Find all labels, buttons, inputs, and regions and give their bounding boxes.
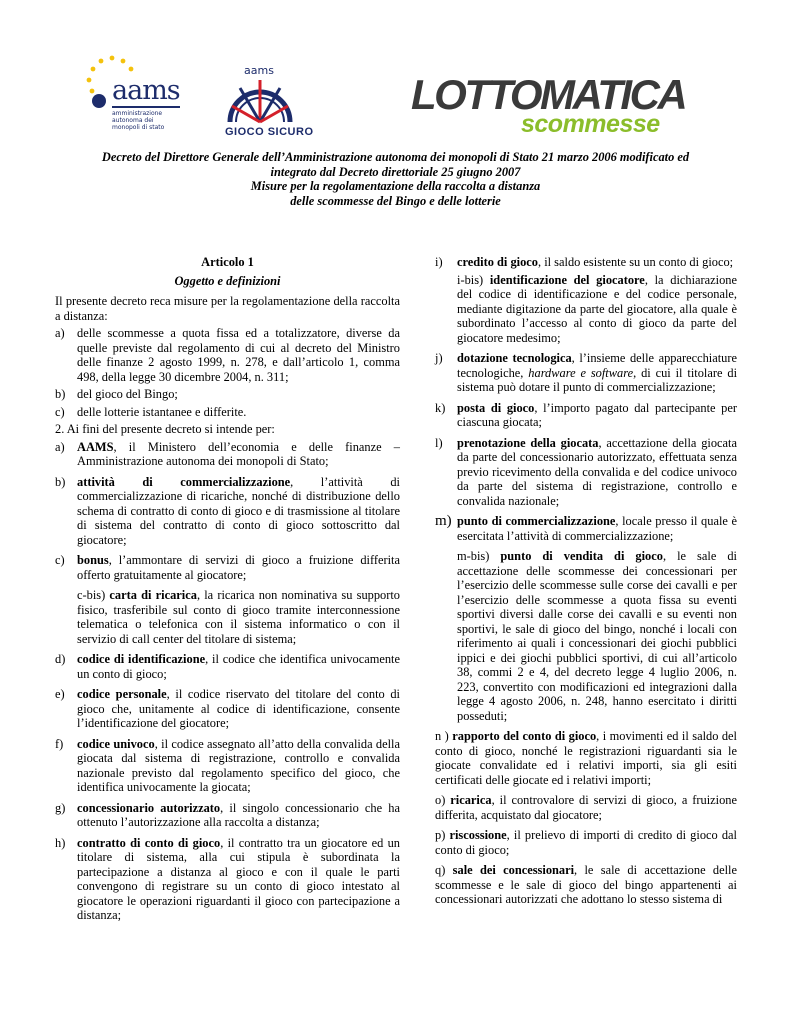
- definition-label: q): [435, 863, 446, 877]
- article-subtitle: Oggetto e definizioni: [174, 273, 281, 288]
- definition-text: , locale presso il quale è esercitata l’attività di commercializzazione;: [457, 514, 737, 543]
- article-heading: Articolo 1: [201, 255, 254, 269]
- list-item-label: g): [55, 800, 66, 815]
- definition-text: , il prelievo di importi di credito di gioco dal conto di gioco;: [435, 828, 737, 857]
- list-item: [55, 387, 400, 402]
- list-item: [55, 405, 400, 420]
- list-item: [55, 440, 400, 469]
- definition-mbis: [457, 549, 737, 723]
- definition-text: , l’importo pagato dal partecipante per ciascuna giocata;: [457, 400, 737, 429]
- definition-term: contratto di conto di gioco: [77, 835, 221, 850]
- definition-label: k): [435, 400, 446, 415]
- definition-label: o): [435, 793, 446, 807]
- title-line-3: Misure per la regolamentazione della raccolta a distanza: [250, 179, 541, 194]
- definition-o: [435, 793, 737, 822]
- definition-label: l): [435, 435, 443, 450]
- definition-label: p): [435, 828, 446, 842]
- definition-term: prenotazione della giocata: [457, 435, 599, 450]
- list-item-label: c): [55, 553, 65, 567]
- definition-cbis: [77, 588, 400, 646]
- definition-label: c-bis): [77, 588, 106, 602]
- list-item-label: e): [55, 687, 65, 701]
- list-item: [55, 836, 400, 923]
- definition-p: [435, 828, 737, 857]
- point-2: 2. Ai fini del presente decreto si intende per:: [55, 422, 275, 436]
- definition-text: , le sale di accettazione delle scommesse dei concessionari per l’esercizio delle scommesse sulle corse dei cavalli e per l’esercizio delle scommesse a quota fissa su eventi sportivi diversi dalle corse dei cavalli e su eventi non sportivi, le sale di gioco del bingo, nonché i locali con riferimento ai quali i concessionari dei giochi pubblici ippici e dei giochi pubblici sportivi, di cui all’articolo 38, commi 2 e 4, del decreto legge 4 luglio 2006, n. 223, convertito con modificazioni ed integrazioni dalla legge 4 agosto 2006, n. 248, hanno esercitato i diritti posseduti;: [457, 549, 737, 723]
- list-item-label: c): [55, 404, 65, 419]
- definition-text: , la ricarica non nominativa su supporto fisico, trasferibile sul conto di gioco tramite interconnessione telematica o telefonica con il sistema informatico o con il servizio di call center del titolare di sistema;: [77, 588, 400, 646]
- definition-term: concessionario autorizzato: [77, 800, 221, 815]
- definition-term: posta di gioco: [457, 400, 535, 415]
- logo-header: [0, 0, 791, 150]
- list-item: [55, 801, 400, 830]
- definition-label: m-bis): [457, 549, 490, 563]
- intro-paragraph: Il presente decreto reca misure per la regolamentazione della raccolta a distanza:: [55, 294, 400, 323]
- definition-term: dotazione tecnologica: [457, 351, 572, 365]
- list-item-text: , il codice riservato del titolare del conto di gioco che, unitamente al codice di identificazione, consente l’identificazione del giocatore;: [77, 687, 401, 730]
- list-item: [55, 652, 400, 681]
- list-item-label: b): [55, 387, 66, 401]
- definition-term: punto di vendita di gioco: [500, 549, 663, 563]
- definition-q: [435, 863, 737, 907]
- definition-label: j): [435, 351, 443, 365]
- definition-text: , di cui il titolare di sistema può dotare il punto di commercializzazione;: [457, 365, 738, 394]
- italy-emblem-icon: [92, 94, 106, 108]
- definition-i: [435, 255, 737, 270]
- gioco-sicuro-label: GIOCO SICURO: [225, 126, 314, 138]
- decree-title: [60, 150, 731, 208]
- definition-text: , il controvalore di servizi di gioco, a fruizione differita, acquistato dal giocatore;: [435, 793, 737, 822]
- list-item-text: del gioco del Bingo;: [77, 387, 178, 401]
- definition-text: , le sale di accettazione delle scommesse e le sale di gioco del bingo appartenenti ai concessionari autorizzati che adottano lo stesso sistema di: [435, 863, 737, 906]
- definition-term: riscossione: [449, 828, 507, 842]
- definition-term: identificazione del giocatore: [489, 272, 645, 287]
- definitions-list-b: [55, 652, 400, 923]
- definition-l: [435, 436, 737, 509]
- list-item-label: d): [55, 652, 66, 666]
- list-item-text: delle lotterie istantanee e differite.: [77, 404, 247, 419]
- list-item: [55, 475, 400, 548]
- definition-italic: hardware e software: [528, 365, 634, 380]
- definition-text: , la dichiarazione del codice di identificazione e del codice personale, mediante digitazione da parte del giocatore, alla quale è subordinato l’accesso al conto di gioco da parte del giocatore medesimo;: [457, 272, 737, 345]
- list-item-text: , il codice che identifica univocamente un conto di gioco;: [77, 652, 400, 681]
- definition-term: carta di ricarica: [109, 588, 197, 602]
- left-column: [55, 255, 400, 929]
- list-item-text: , il contratto tra un giocatore ed un titolare di sistema, alla cui stipula è subordinata la partecipazione a distanza al gioco e con il quale le parti convengono di registrare su un conto di gioco intestato al giocatore le operazioni riguardanti il gioco con partecipazione a distanza;: [77, 835, 400, 922]
- definitions-list-a: [55, 440, 400, 583]
- definition-term: bonus: [77, 553, 109, 567]
- definition-text: , il saldo esistente su un conto di gioco;: [538, 255, 734, 269]
- list-item-label: a): [55, 326, 65, 340]
- list-item: [55, 326, 400, 384]
- definition-term: sale dei concessionari: [452, 863, 575, 877]
- list-item-text: , l’attività di commercializzazione di ricariche, nonché di distribuzione dello schema di contratto di conto di gioco e di trasmissione al titolare di sistema del contratto di conto di gioco sottoscritto dal giocatore;: [77, 474, 400, 547]
- definition-text: , accettazione della giocata da parte del concessionario autorizzato, effettuata senza previo ricevimento della convalida e del codice univoco da parte del sistema di registrazione, controllo e convalida nazionale;: [457, 435, 737, 508]
- definition-label: n ): [435, 729, 449, 743]
- definition-text: , l’insieme delle apparecchiature tecnologiche,: [457, 351, 738, 380]
- title-line-1: Decreto del Direttore Generale dell’Amministrazione autonoma dei monopoli di Stato 21 marzo 2006 modificato ed: [101, 150, 690, 164]
- definition-m: [435, 514, 737, 543]
- list-item-text: , l’ammontare di servizi di gioco a fruizione differita offerto gratuitamente al giocatore;: [77, 553, 400, 582]
- list-item-text: delle scommesse a quota fissa ed a totalizzatore, diverse da quelle previste dal regolamento di cui al decreto del Ministro delle finanze 2 agosto 1999, n. 278, e dall’articolo 1, comma 498, della legge 30 dicembre 2004, n. 311;: [77, 326, 400, 384]
- aams-logo-rule: [112, 106, 180, 108]
- list-item: [55, 737, 400, 795]
- definition-term: rapporto del conto di gioco: [452, 729, 597, 743]
- list-item: [55, 687, 400, 731]
- lottomatica-logo: LOTTOMATICA: [411, 71, 686, 118]
- lottomatica-subtitle: scommesse: [521, 110, 660, 138]
- list-item-label: h): [55, 835, 66, 850]
- definition-label: i-bis): [457, 272, 484, 287]
- list-item-label: b): [55, 474, 66, 489]
- list-item-text: , il singolo concessionario che ha ottenuto l’autorizzazione alla raccolta a distanza;: [77, 800, 400, 829]
- definition-k: [435, 401, 737, 430]
- list-item-text: , il Ministero dell’economia e delle finanze – Amministrazione autonoma dei monopoli di Stato;: [77, 439, 400, 468]
- gioco-sicuro-aams: aams: [244, 64, 274, 77]
- definition-label: m): [435, 513, 452, 529]
- definition-term: ricarica: [450, 793, 492, 807]
- list-item-label: f): [55, 736, 64, 751]
- title-line-2: integrato dal Decreto direttoriale 25 giugno 2007: [270, 164, 521, 179]
- title-line-4: delle scommesse del Bingo e delle lotterie: [290, 193, 501, 208]
- scope-list: [55, 326, 400, 419]
- definition-term: codice univoco: [77, 736, 155, 751]
- aams-logo: aams: [112, 75, 180, 106]
- definition-n: [435, 729, 737, 787]
- definition-term: AAMS: [77, 439, 114, 454]
- definition-label: i): [435, 255, 443, 269]
- definition-term: credito di gioco: [457, 255, 538, 269]
- definition-term: punto di commercializzazione: [457, 514, 616, 528]
- definition-term: codice personale: [77, 687, 167, 701]
- list-item-label: a): [55, 439, 65, 454]
- definition-text: , i movimenti ed il saldo del conto di gioco, nonché le registrazioni riguardanti sia le giocate convalidate ed i relativi importi, sia gli esiti certificati delle giocate ed i relativi importi;: [435, 729, 737, 787]
- aams-logo-subtitle: amministrazione autonoma dei monopoli di stato: [112, 110, 165, 131]
- right-column: [435, 255, 737, 910]
- definition-j: [435, 351, 737, 395]
- definition-term: codice di identificazione: [77, 652, 206, 666]
- list-item-text: , il codice assegnato all’atto della convalida della giocata dal sistema di registrazione, controllo e convalida nazionale previsto dal regolamento specifico del gioco, che identifica univocamente la giocata;: [77, 736, 400, 794]
- definition-term: attività di commercializzazione: [77, 474, 291, 489]
- list-item: [55, 553, 400, 582]
- definition-ibis: [457, 273, 737, 346]
